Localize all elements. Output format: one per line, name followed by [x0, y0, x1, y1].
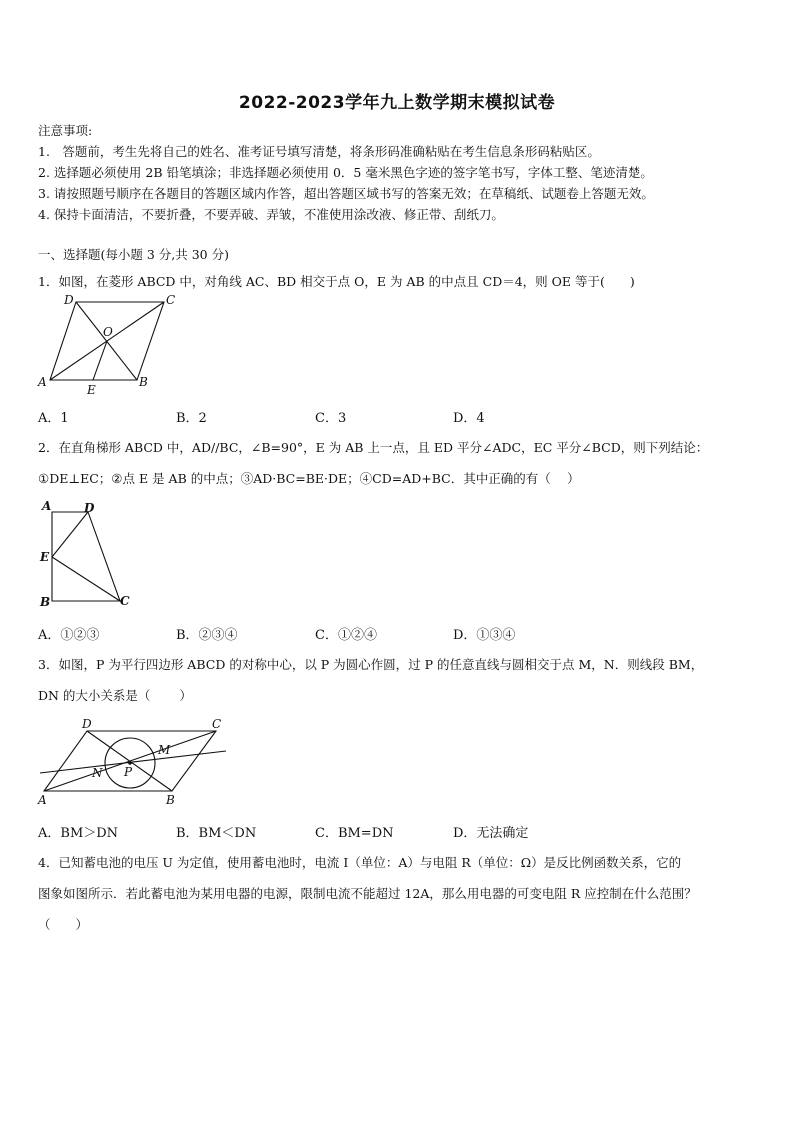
q3-label-c: C	[212, 717, 222, 731]
q1-label-c: C	[166, 293, 176, 307]
q2-label-a: A	[42, 499, 52, 513]
q2-option-b: B．②③④	[176, 628, 238, 643]
q3-label-p: P	[124, 765, 133, 779]
notice-item-4: 4. 保持卡面清洁，不要折叠，不要弄破、弄皱，不准使用涂改液、修正带、刮纸刀。	[38, 207, 504, 222]
q1-label-b: B	[139, 375, 148, 389]
question-3-stem-line-1: 3．如图，P 为平行四边形 ABCD 的对称中心，以 P 为圆心作圆，过 P 的任意直线与圆相交于点 M，N．则线段 BM，	[38, 657, 704, 672]
notice-heading: 注意事项:	[38, 123, 93, 138]
page-title: 2022-2023学年九上数学期末模拟试卷	[238, 93, 556, 113]
q3-label-m: M	[158, 743, 171, 757]
question-4-stem-line-1: 4．已知蓄电池的电压 U 为定值，使用蓄电池时，电流 I（单位：A）与电阻 R（单位：Ω）是反比例函数关系，它的	[38, 855, 682, 870]
q3-label-d: D	[82, 717, 92, 731]
q1-label-a: A	[38, 375, 47, 389]
q3-label-n: N	[92, 766, 103, 780]
notice-item-3: 3. 请按照题号顺序在各题目的答题区域内作答，超出答题区域书写的答案无效；在草稿纸、试题卷上答题无效。	[38, 186, 654, 201]
q3-option-d: D．无法确定	[453, 826, 529, 841]
rhombus-figure	[36, 292, 176, 396]
q1-option-b: B．2	[176, 411, 207, 426]
q3-option-b: B．BM＜DN	[176, 826, 257, 841]
q2-label-b: B	[40, 595, 51, 609]
question-4-stem-line-3: （ ）	[38, 917, 89, 932]
question-3-stem-line-2: DN 的大小关系是（ ）	[38, 688, 192, 703]
section-heading: 一、选择题(每小题 3 分,共 30 分)	[38, 247, 229, 262]
q1-option-c: C．3	[315, 411, 347, 426]
q2-option-d: D．①③④	[453, 628, 516, 643]
q2-option-a: A．①②③	[38, 628, 100, 643]
q1-option-a: A．1	[38, 411, 69, 426]
notice-item-2: 2. 选择题必须使用 2B 铅笔填涂；非选择题必须使用 0．5 毫米黑色字迹的签字笔书写，字体工整、笔迹清楚。	[38, 165, 653, 180]
q1-label-e: E	[87, 383, 96, 397]
q3-label-a: A	[38, 793, 47, 807]
q1-label-d: D	[64, 293, 74, 307]
q2-option-c: C．①②④	[315, 628, 377, 643]
parallelogram-circle-figure	[36, 714, 231, 810]
q2-label-e: E	[40, 550, 50, 564]
q3-option-c: C．BM=DN	[315, 826, 394, 841]
q2-label-c: C	[120, 594, 130, 608]
q1-label-o: O	[103, 325, 113, 339]
q3-option-a: A．BM＞DN	[38, 826, 119, 841]
question-2-stem-line-1: 2．在直角梯形 ABCD 中，AD//BC，∠B=90°，E 为 AB 上一点，且 ED 平分∠ADC，EC 平分∠BCD，则下列结论：	[38, 440, 709, 455]
notice-item-1: 1. 答题前，考生先将自己的姓名、准考证号填写清楚，将条形码准确粘贴在考生信息条形码粘贴区。	[38, 144, 600, 159]
q2-label-d: D	[84, 501, 95, 515]
question-2-stem-line-2: ①DE⊥EC；②点 E 是 AB 的中点；③AD·BC=BE·DE；④CD=AD+BC．其中正确的有（ ）	[38, 471, 580, 486]
question-1-stem: 1．如图，在菱形 ABCD 中，对角线 AC、BD 相交于点 O，E 为 AB 的中点且 CD＝4，则 OE 等于( )	[38, 274, 635, 289]
trapezoid-figure	[36, 498, 146, 610]
question-4-stem-line-2: 图象如图所示．若此蓄电池为某用电器的电源，限制电流不能超过 12A，那么用电器的可变电阻 R 应控制在什么范围？	[38, 886, 697, 901]
q3-label-b: B	[166, 793, 175, 807]
q1-option-d: D．4	[453, 411, 485, 426]
